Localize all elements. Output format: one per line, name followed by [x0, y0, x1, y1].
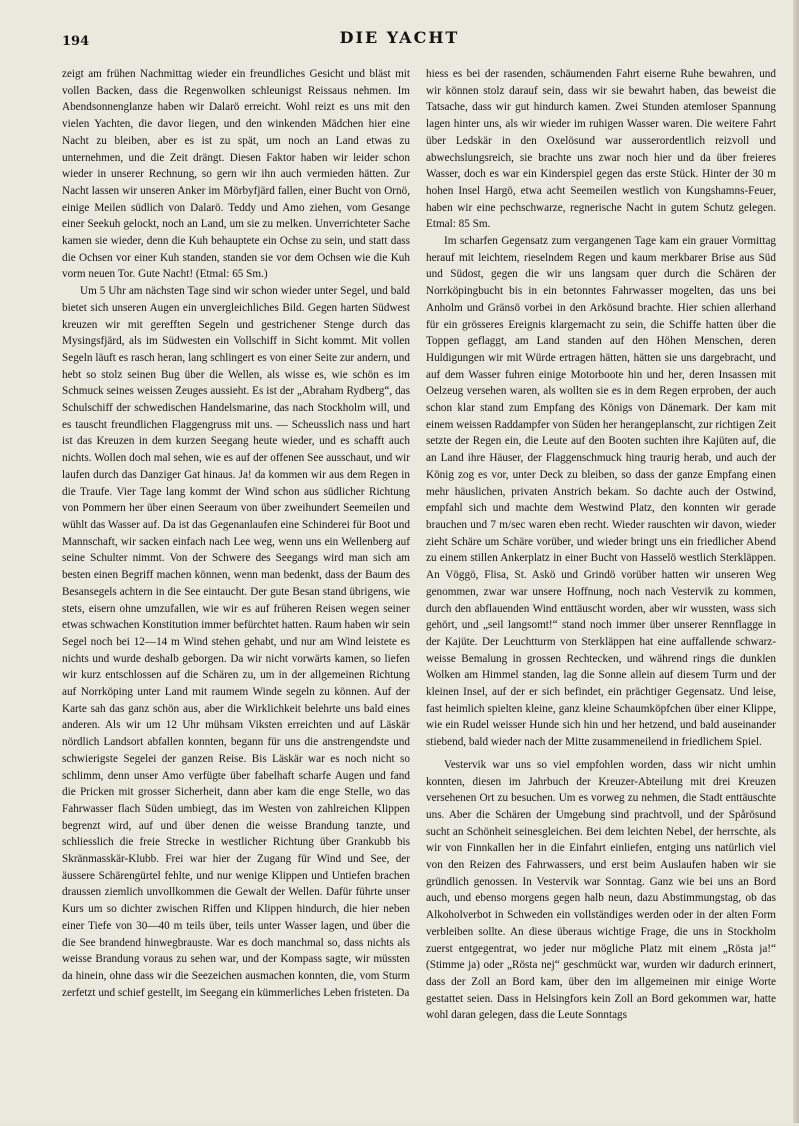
- left-paragraph-2: Um 5 Uhr am nächsten Tage sind wir schon wieder unter Segel, und bald bietet sich unseren Augen ein unvergleichliches Bild. Gegen harten Südwest kreuzen wir mit gerefften Segeln und gestrichener Stenge durch das Mysingsfjärd, als im Südwesten ein Vollschiff in Sicht kommt. Mit vollen Segeln läuft es rasch heran, lang schlingert es von einer Seite zur andern, und hebt so stolz seinen Bug über die Wellen, als wisse es, wie schön es im Schmuck seines weissen Zeuges aussieht. Es ist der „Abraham Rydberg“, das Schulschiff der schwedischen Handelsmarine, das nach Stockholm will, und es tauscht freundlichen Flaggengruss mit uns. — Scheusslich nass und hart ist das Kreuzen in dem kurzen Seegang heute wieder, und es schafft auch nichts. Wollen doch mal sehen, wie es auf der offenen See ausschaut, und wir laufen durch das Danziger Gat hinaus. Ja! da kommen wir aus dem Regen in die Traufe. Vier Tage lang kommt der Wind schon aus südlicher Richtung von Pommern her über einen Seeraum von über zweihundert Seemeilen und wühlt das Wasser auf. Da ist das Gegenanlaufen eine Schinderei für Boot und Mannschaft, wir sacken einfach nach Lee weg, wenn uns ein Wellenberg auf seine Schulter nimmt. Von der Schwere des Seegangs wird man sich am besten einen Begriff machen können, wenn man bedenkt, dass der Baum des Besansegels achtern in die See eintaucht. Der gute Besan stand übrigens, wie stets, eisern ohne umzufallen, wie wir es auf früheren Reisen wegen seiner etwas schwachen Konstitution immer befürchtet hatten. Raum haben wir sein Segel noch bei 12—14 m Wind stehen gehabt, und nur am Wind leistete es nichts und wurde deshalb geborgen. Da wir nicht vorwärts kamen, so liefen wir kurz entschlossen auf die Schären zu, um in der allgemeinen Richtung auf Norrköping unter Land mit raumem Winde segeln zu können. Auf der Karte sah das ganz schön aus, aber die Wirklichkeit belehrte uns bald eines anderen. Als wir um 12 Uhr mühsam Viksten erreichten und auf Läskär nördlich Landsort abfallen konnten, begann für uns die anstrengendste und schwierigste Segelei der ganzen Reise. Bis Läskär war es noch nicht so schlimm, denn unser Amo verfügte über fabelhaft scharfe Augen und fand die Pricken mit grosser Sicherheit, dann aber kam die enge Stelle, wo das Fahrwasser flach Süden umbiegt, das im Westen von zahlreichen Klippen begrenzt wird, auf und über denen die weisse Brandung tanzte, und schliesslich die freie Strecke in westlicher Richtung über Grankubb bis Skränmasskär-Klubb. Frei war hier der Zugang für Wind und See, der äussere Schärengürtel fehlte, und nur wenige Klippen und Untiefen brachen draussen ziemlich unvollkommen die Gewalt der Wellen. Dafür führte unser Kurs um so dichter zwischen Riffen und Klippen hindurch, die hier neben einer Tiefe von 30—40 m teils über, teils unter Wasser lagen, und über die die See brandend hinwegbrauste. War es doch manchmal so, dass nichts als weisse Brandung voraus zu sehen war, und der Kompass sagte, wir müssten da hinein, ohne dass wir die Seezeichen ausmachen konnten, die, vom Sturm zerfetzt und schief gestellt, im Seegang ein kümmerliches Leben fristeten. Da: [62, 285, 410, 999]
- right-column: [426, 66, 776, 1126]
- right-paragraph-1: hiess es bei der rasenden, schäumenden Fahrt eiserne Ruhe bewahren, und wir können stolz darauf sein, dass wir sie bewahrt haben, das beweist die Tatsache, dass wir gut hindurch kamen. Zwei Stunden atemloser Spannung lagen hinter uns, als wir wieder im ruhigen Wasser waren. Die weitere Fahrt über Ledskär in den Oxelösund war ausserordentlich reizvoll und abwechslungsreich, sie brachte uns zwar noch hier und da über freieres Wasser, doch es war ein Kinderspiel gegen das erste Stück. Hinter der 30 m hohen Insel Hargö, etwa acht Seemeilen westlich von Kungshamns-Feuer, haben wir eine pechschwarze, regnerische Nacht in gutem Schutz gelegen. Etmal: 85 Sm.: [426, 68, 776, 231]
- right-paragraph-3: Vestervik war uns so viel empfohlen worden, dass wir nicht umhin konnten, diesen im Jahrbuch der Kreuzer-Abteilung mit drei Kreuzen versehenen Ort zu besuchen. Um es vorweg zu nehmen, die Stadt enttäuschte uns. Aber die Schären der Umgebung sind prachtvoll, und der Spårösund sucht an Schönheit seinesgleichen. Bei dem leichten Nebel, der herrschte, als wir von Finnkallen her in die Einfahrt einliefen, entging uns natürlich viel von den Reizen des Fahrwassers, und erst beim Auslaufen haben wir sie gründlich genossen. In Vestervik war Sonntag. Ganz wie bei uns an Bord auch, und ebenso morgens gegen halb neun, dazu Abstimmungstag, ob das Alkoholverbot in Schweden ein vollständiges werden oder in der alten Form verbleiben sollte. An diese überaus wichtige Frage, die uns in Stockholm zuerst entgegentrat, wo jeder nur mögliche Platz mit einem „Rösta ja!“ (Stimme ja) oder „Rösta nej“ geschmückt war, wurden wir dadurch erinnert, dass der Zoll an Bord kam, über den im allgemeinen mir einige Worte gestattet seien. Dass in Helsingfors kein Zoll an Bord gekommen war, hatte wohl daran gelegen, dass die Leute Sonntags: [426, 758, 776, 1022]
- running-head: DIE YACHT: [339, 28, 460, 47]
- right-paragraph-2: Im scharfen Gegensatz zum vergangenen Tage kam ein grauer Vormittag herauf mit leichtem, rieselndem Regen und kaum merkbarer Brise aus Süd und Südost, gegen die wir uns langsam quer durch die Schären der Norrköpingbucht bis in ein betonntes Fahrwasser mogelten, das uns bei Anholm und Gränsö vorbei in den Arkösund brachte. Hier schien allerhand für ein grösseres Ereignis klargemacht zu sein, die Schiffe hatten über die Toppen geflaggt, am Land standen auf den Höhen Menschen, deren Huldigungen wir mit Würde ertragen hätten, hätten sie uns dargebracht, und auf dem Wasser fuhren einige Motorboote hin und her, deren Insassen mit Oelzeug versehen waren, als wollten sie es in dem Regen erproben, der auch schon klar stand zum Empfang des Königs von Dänemark. Der kam mit einem weissen Raddampfer von Süden her herangeplanscht, zur richtigen Zeit setzte der Regen ein, die Leute auf den Booten suchten ihre Kajüten auf, die an Land ihre Häuser, der Flaggenschmuck hing traurig herab, und auch der König zog es vor, unter Deck zu bleiben, so dass der ganze Empfang einen mehr häuslichen, privaten Anstrich bekam. So dachte auch der Ostwind, empfahl sich und machte dem Westwind Platz, den konnten wir gerade brauchen und 7 m/sec waren eben recht. Wieder rauschten wir davon, wieder zieht Schäre um Schäre vorüber, und wieder bringt uns ein friedlicher Abend zu einem stillen Ankerplatz in einer Bucht von Hasselö westlich Sterkläppen. An Vöggö, Flisa, St. Askö und Grindö vorüber hatten wir unseren Weg genommen, zwar war unsere Hoffnung, noch nach Vestervik zu kommen, durch den abflauenden Wind enttäuscht worden, aber wir wussten, wass sich gehört, und „seil langsomt!“ stand noch immer über unserer Rennflagge in der Kajüte. Der Leuchtturm von Sterkläppen hat eine auffallende schwarz-weisse Bemalung in grossen Rechtecken, und während rings die dunklen Wolken am Himmel standen, lag die Sonne allein auf diesem Turm und der kleinen Insel, auf der er sich befindet, ein prächtiger Gegensatz. Und leise, fast heimlich spielten kleine, ganz kleine Schaumköpfchen über einer Klippe, wie ein Rudel weisser Hunde sich hin und her hetzend, und bald auseinander stiebend, bald wieder nach der Mitte zusammeneilend in friedlichem Spiel.: [426, 235, 776, 749]
- left-column: [62, 66, 410, 1126]
- left-paragraph-1: zeigt am frühen Nachmittag wieder ein freundliches Gesicht und bläst mit vollen Backen, dass die Regenwolken schleunigst Reissaus nehmen. Im Abendsonnenglanze haben wir Dalarö erreicht. Wohl reizt es uns mit den vielen Yachten, die davor liegen, und den winkenden Mädchen hier eine Nacht zu bleiben, aber es ist zu spät, um noch an Land etwas zu unternehmen, und die Zeit drängt. Diesen Faktor haben wir leider schon wieder in unserer Rechnung, so gern wir ihn auch vermieden hätten. Zur Nacht lassen wir unseren Anker im Mörbyfjärd fallen, einer Bucht von Ornö, einige Meilen südlich von Dalarö. Teddy und Amo ziehen, vom Gesange einer Seekuh gelockt, noch an Land, um sie zu melken. Unverrichteter Sache kamen sie wieder, denn die Kuh behauptete ein Ochse zu sein, und statt dass die Ochsen vor einer Kuh standen, standen sie vor dem Ochsen wie die Kuh vorm neuen Tor. Gute Nacht! (Etmal: 65 Sm.): [62, 68, 410, 281]
- page-number: 194: [62, 34, 90, 49]
- page-edge-shadow: [793, 0, 799, 1123]
